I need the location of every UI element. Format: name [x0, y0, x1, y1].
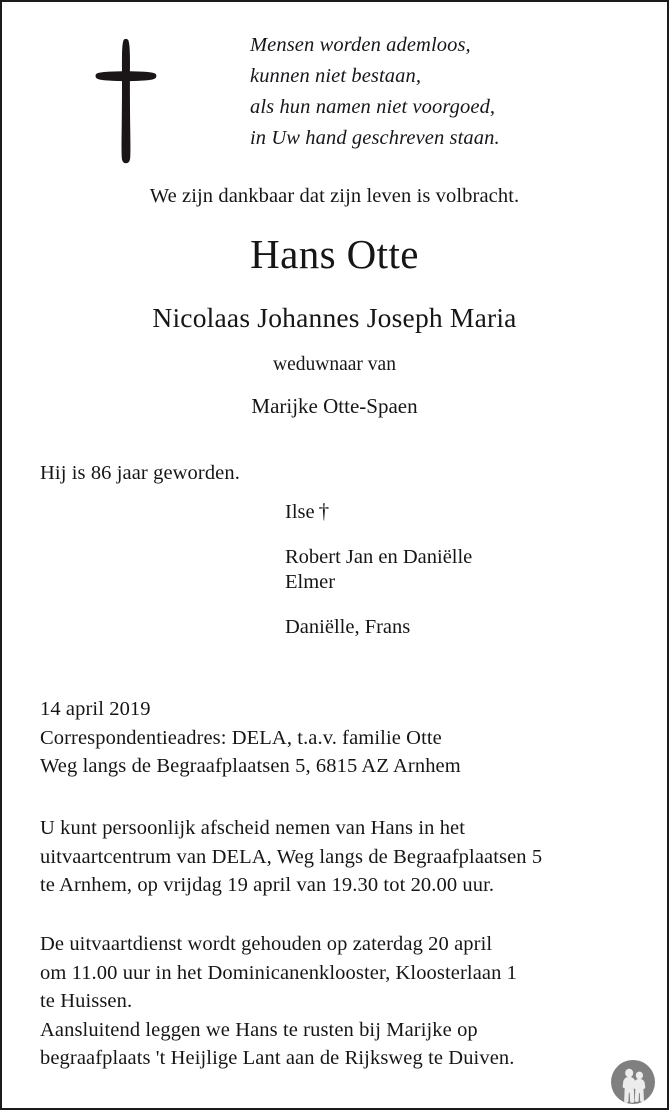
poem — [250, 30, 500, 154]
farewell-visit-block — [40, 814, 542, 900]
service-line: begraafplaats 't Heijlige Lant aan de Rijksweg te Duiven. — [40, 1047, 515, 1069]
correspondence-address-line: Weg langs de Begraafplaatsen 5, 6815 AZ Arnhem — [40, 755, 461, 777]
family-group — [285, 499, 472, 525]
poem-line: in Uw hand geschreven staan. — [250, 127, 500, 149]
poem-line: als hun namen niet voorgoed, — [250, 96, 496, 118]
service-line: De uitvaartdienst wordt gehouden op zaterdag 20 april — [40, 933, 493, 955]
dela-embracing-figures-logo — [609, 1058, 657, 1106]
service-line: om 11.00 uur in het Dominicanenklooster, Kloosterlaan 1 — [40, 961, 518, 984]
family-member — [285, 499, 472, 525]
poem-line: Mensen worden ademloos, — [250, 34, 471, 56]
farewell-line: uitvaartcentrum van DELA, Weg langs de Begraafplaatsen 5 — [40, 845, 543, 868]
service-line: Aansluitend leggen we Hans te rusten bij Marijke op — [40, 1018, 478, 1041]
correspondence-address-block — [40, 695, 461, 781]
latin-cross-icon — [95, 38, 157, 164]
cross-icon-wrapper — [2, 30, 250, 164]
correspondence-address-line: Correspondentieadres: DELA, t.a.v. familie Otte — [40, 726, 442, 749]
funeral-service-block — [40, 930, 517, 1073]
spouse-name: Marijke Otte-Spaen — [251, 394, 418, 418]
family-member: Elmer — [285, 571, 336, 593]
family-member: Daniëlle, Frans — [285, 616, 411, 638]
notice-date: 14 april 2019 — [40, 698, 151, 720]
family-member: Robert Jan en Daniëlle — [285, 546, 473, 568]
poem-line: kunnen niet bestaan, — [250, 65, 422, 87]
gratitude-line: We zijn dankbaar dat zijn leven is volbracht. — [149, 185, 520, 207]
farewell-line: U kunt persoonlijk afscheid nemen van Hans in het — [40, 817, 466, 839]
farewell-line: te Arnhem, op vrijdag 19 april van 19.30 tot 20.00 uur. — [40, 874, 495, 896]
deceased-full-name: Nicolaas Johannes Joseph Maria — [152, 302, 517, 333]
family-member-name: Ilse — [285, 501, 315, 523]
deceased-name: Hans Otte — [250, 231, 419, 277]
family-group — [285, 615, 472, 640]
service-line: te Huissen. — [40, 990, 133, 1012]
family-group — [285, 545, 472, 595]
relation-label: weduwnaar van — [273, 354, 396, 375]
dagger-icon: † — [318, 499, 330, 523]
family-list — [285, 499, 472, 640]
notice-header — [2, 30, 667, 164]
age-line: Hij is 86 jaar geworden. — [40, 462, 240, 484]
logo-wrapper — [609, 1058, 657, 1106]
